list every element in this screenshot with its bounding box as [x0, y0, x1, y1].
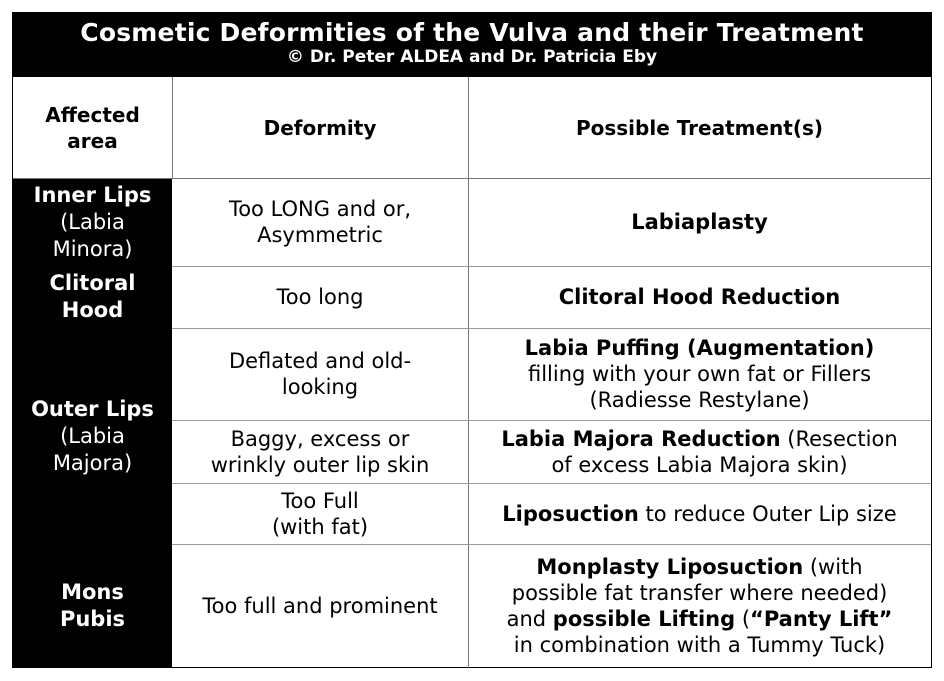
area-outer-lips-name: Outer Lips	[31, 396, 154, 421]
page-title: Cosmetic Deformities of the Vulva and their Treatment	[80, 18, 864, 47]
grid-hline-header	[13, 178, 931, 179]
row4-treatment	[468, 420, 931, 483]
title-bar	[13, 13, 931, 77]
row5-treatment-line1	[502, 501, 896, 527]
row2-treatment: Clitoral Hood Reduction	[558, 285, 841, 309]
row3-deformity	[172, 328, 468, 420]
area-inner-lips-line2: (Labia	[60, 209, 125, 234]
row6-treatment	[468, 544, 931, 668]
row3-deformity-line1: Deflated and old-	[228, 349, 412, 373]
row4-treatment-rest: (Resection	[780, 426, 898, 451]
row6-treatment-rest: (with	[803, 555, 863, 579]
row4-treatment-bold: Labia Majora Reduction	[501, 426, 781, 451]
row5-treatment	[468, 483, 931, 544]
row6-treatment-panty-lift: “Panty Lift”	[750, 607, 893, 631]
header-treatment: Possible Treatment(s)	[575, 115, 824, 140]
area-clitoral-hood-line2: Hood	[61, 298, 124, 322]
area-outer-lips	[13, 328, 172, 544]
row6-treatment-lifting: possible Lifting	[552, 607, 736, 631]
treatment-table	[12, 12, 932, 668]
grid-vline-2	[468, 77, 469, 668]
row5-deformity-line1: Too Full	[281, 488, 359, 513]
row6-treatment-line3	[507, 606, 893, 632]
grid-hline-3	[172, 420, 931, 421]
row5-treatment-rest: to reduce Outer Lip size	[638, 501, 897, 526]
row4-treatment-line1	[501, 426, 897, 452]
row4-deformity-line1: Baggy, excess or	[230, 426, 410, 451]
row3-deformity-line2: looking	[281, 375, 359, 399]
area-clitoral-hood-line1: Clitoral	[49, 271, 136, 295]
header-area-line2: area	[67, 128, 118, 153]
grid-hline-5	[172, 544, 931, 545]
row3-treatment-line3: (Radiesse Restylane)	[589, 388, 810, 412]
row1-deformity	[172, 178, 468, 266]
area-mons-pubis-line2: Pubis	[59, 607, 126, 631]
row1-deformity-line1: Too LONG and or,	[228, 197, 412, 221]
row4-deformity	[172, 420, 468, 483]
row6-treatment-line1	[536, 554, 862, 580]
area-inner-lips-name: Inner Lips	[33, 182, 152, 207]
header-deformity: Deformity	[263, 115, 377, 140]
header-affected-area	[13, 77, 172, 178]
row4-treatment-line2: of excess Labia Majora skin)	[551, 452, 848, 477]
row5-deformity-line2: (with fat)	[271, 514, 369, 539]
header-area-line1: Affected	[45, 102, 140, 127]
row2-deformity: Too long	[276, 285, 364, 309]
area-clitoral-hood	[13, 266, 172, 328]
grid-vline-1	[172, 77, 173, 178]
row3-treatment-line2: filling with your own fat or Fillers	[527, 362, 872, 386]
row6-deformity: Too full and prominent	[202, 594, 438, 618]
page-subtitle: © Dr. Peter ALDEA and Dr. Patricia Eby	[286, 47, 658, 67]
row5-treatment-bold: Liposuction	[502, 501, 639, 526]
area-inner-lips	[13, 178, 172, 266]
row6-treatment-bold: Monplasty Liposuction	[536, 555, 804, 579]
row1-treatment: Labiaplasty	[631, 210, 768, 234]
grid-hline-2	[172, 328, 931, 329]
grid-hline-1	[172, 266, 931, 267]
row6-treatment-line2: possible fat transfer where needed)	[511, 581, 888, 605]
grid-hline-4	[172, 483, 931, 484]
row6-treatment-paren: (	[735, 607, 751, 631]
row5-deformity	[172, 483, 468, 544]
area-outer-lips-line2: (Labia	[60, 423, 125, 448]
row3-treatment	[468, 328, 931, 420]
row6-treatment-and: and	[506, 607, 553, 631]
area-mons-pubis-line1: Mons	[61, 580, 124, 604]
area-outer-lips-line3: Majora)	[52, 450, 133, 475]
area-mons-pubis	[13, 544, 172, 668]
row4-deformity-line2: wrinkly outer lip skin	[210, 452, 430, 477]
area-inner-lips-line3: Minora)	[52, 236, 133, 261]
row6-treatment-line4: in combination with a Tummy Tuck)	[513, 633, 886, 657]
row3-treatment-bold: Labia Puffing (Augmentation)	[524, 336, 875, 360]
row1-deformity-line2: Asymmetric	[257, 223, 383, 247]
